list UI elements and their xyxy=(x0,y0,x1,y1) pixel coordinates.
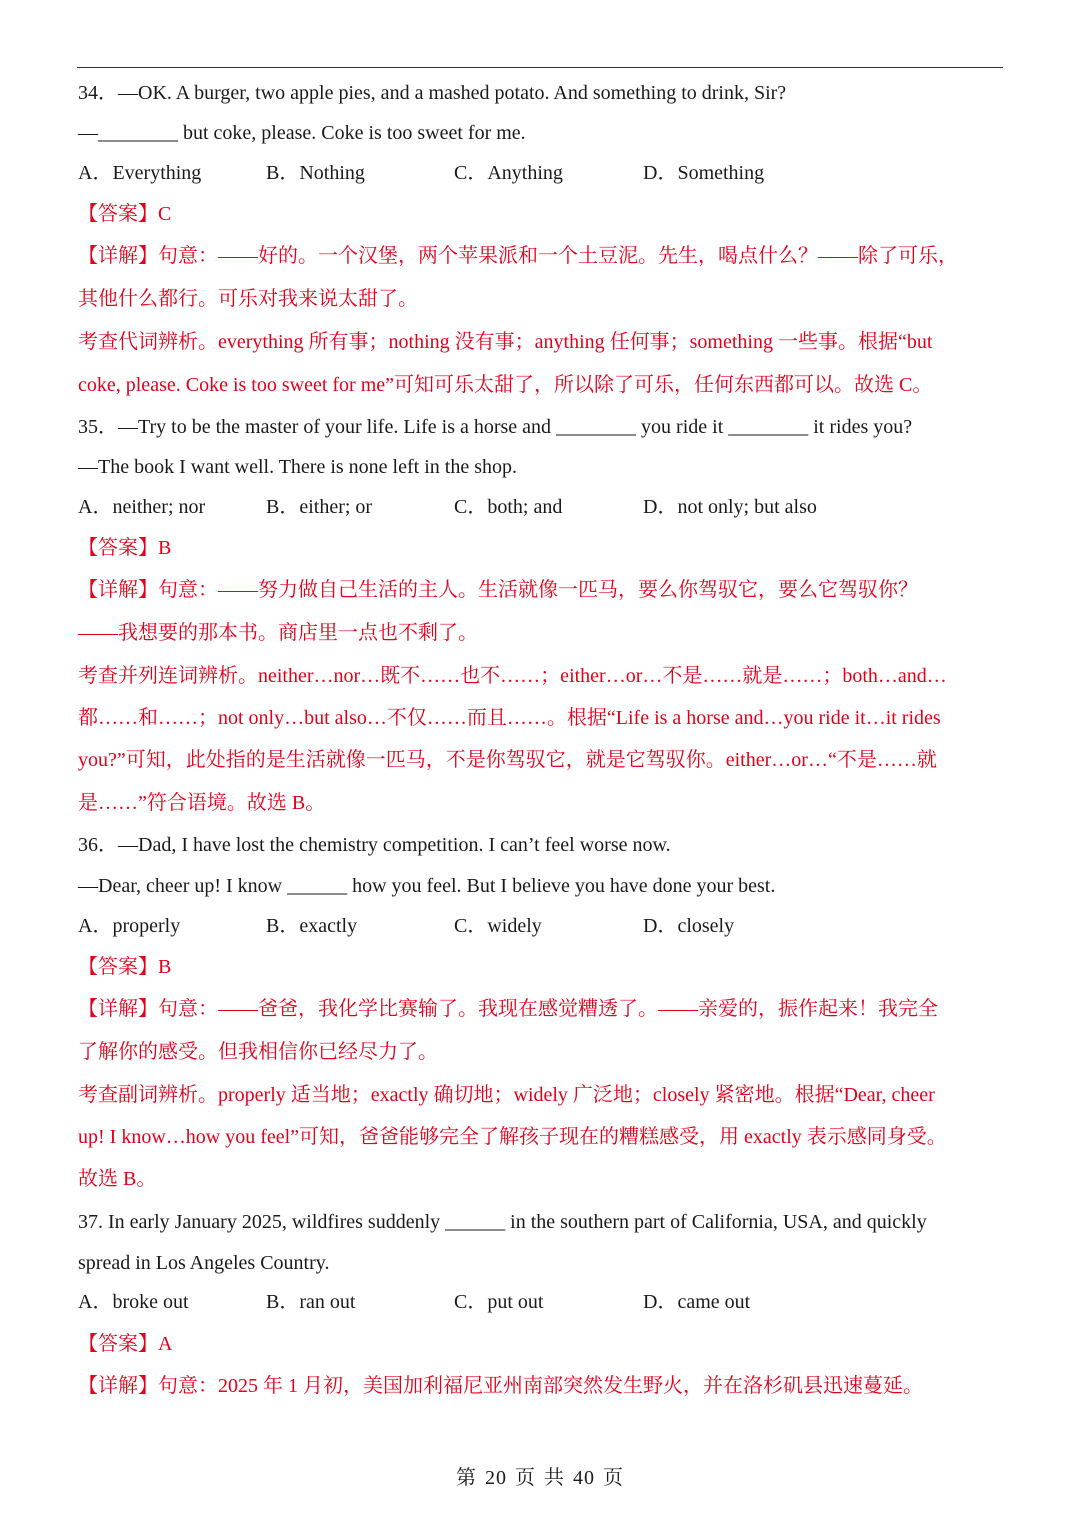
q35-explain-5: you?”可知，此处指的是生活就像一匹马，不是你驾驭它，就是它驾驭你。either…or…“不是……就 xyxy=(78,749,937,771)
q34-explain-3: 考查代词辨析。everything 所有事；nothing 没有事；anything 任何事；something 一些事。根据“but xyxy=(78,331,933,353)
q35-explain-3: 考查并列连词辨析。neither…nor…既不……也不……；either…or…不是……就是……；both…and… xyxy=(78,665,947,687)
q34-stem-line-1: 34．—OK. A burger, two apple pies, and a mashed potato. And something to drink, Sir? xyxy=(78,82,787,104)
q35-option-a: A．neither; nor xyxy=(78,496,206,518)
q35-stem-line-1: 35．—Try to be the master of your life. Life is a horse and ________ you ride it ________ it rides you? xyxy=(78,416,913,438)
q35-explain-6: 是……”符合语境。故选 B。 xyxy=(78,792,326,814)
q35-explain-4: 都……和……；not only…but also…不仅……而且……。根据“Life is a horse and…you ride it…it rides xyxy=(78,707,941,729)
footer-total-unit: 页 xyxy=(603,1467,624,1489)
footer-page-label: 第 xyxy=(456,1467,477,1489)
footer-page-unit: 页 xyxy=(515,1467,536,1489)
q37-option-d: D．came out xyxy=(643,1291,751,1313)
q36-explain-3: 考查副词辨析。properly 适当地；exactly 确切地；widely 广泛地；closely 紧密地。根据“Dear, cheer xyxy=(78,1084,935,1106)
footer-page-number: 20 xyxy=(485,1467,507,1489)
q35-explain-2: ——我想要的那本书。商店里一点也不剩了。 xyxy=(78,622,478,644)
q37-option-a: A．broke out xyxy=(78,1291,189,1313)
q34-explain-4: coke, please. Coke is too sweet for me”可知可乐太甜了，所以除了可乐，任何东西都可以。故选 C。 xyxy=(78,374,933,396)
q35-explain-1: 【详解】句意：——努力做自己生活的主人。生活就像一匹马，要么你驾驭它，要么它驾驭你？ xyxy=(78,579,918,601)
q34-option-a: A．Everything xyxy=(78,162,202,184)
q36-stem-line-1: 36．—Dad, I have lost the chemistry competition. I can’t feel worse now. xyxy=(78,834,671,856)
q34-stem-line-2: —________ but coke, please. Coke is too sweet for me. xyxy=(78,122,526,144)
q37-stem-line-2: spread in Los Angeles Country. xyxy=(78,1252,330,1274)
q36-answer: 【答案】B xyxy=(78,956,172,978)
header-rule xyxy=(77,67,1003,68)
q36-explain-5: 故选 B。 xyxy=(78,1168,157,1190)
q35-answer: 【答案】B xyxy=(78,537,172,559)
q37-explain-1: 【详解】句意：2025 年 1 月初，美国加利福尼亚州南部突然发生野火，并在洛杉矶县迅速蔓延。 xyxy=(78,1375,923,1397)
q36-stem-line-2: —Dear, cheer up! I know ______ how you feel. But I believe you have done your best. xyxy=(78,875,776,897)
q35-option-d: D．not only; but also xyxy=(643,496,817,518)
q35-option-b: B．either; or xyxy=(266,496,373,518)
q36-option-b: B．exactly xyxy=(266,915,358,937)
page-footer xyxy=(0,1461,1080,1490)
q36-option-d: D．closely xyxy=(643,915,735,937)
q36-explain-2: 了解你的感受。但我相信你已经尽力了。 xyxy=(78,1041,438,1063)
q34-answer: 【答案】C xyxy=(78,203,172,225)
q36-option-a: A．properly xyxy=(78,915,181,937)
footer-total-label: 共 xyxy=(544,1467,565,1489)
q34-explain-2: 其他什么都行。可乐对我来说太甜了。 xyxy=(78,288,418,310)
q37-stem-line-1: 37. In early January 2025, wildfires suddenly ______ in the southern part of California, USA, and quickly xyxy=(78,1211,927,1233)
q37-option-c: C．put out xyxy=(454,1291,544,1313)
q36-option-c: C．widely xyxy=(454,915,542,937)
q35-stem-line-2: —The book I want well. There is none left in the shop. xyxy=(78,456,517,478)
q37-answer: 【答案】A xyxy=(78,1333,173,1355)
q37-option-b: B．ran out xyxy=(266,1291,356,1313)
q36-explain-4: up! I know…how you feel”可知，爸爸能够完全了解孩子现在的糟糕感受，用 exactly 表示感同身受。 xyxy=(78,1126,947,1148)
q34-option-d: D．Something xyxy=(643,162,765,184)
q34-option-c: C．Anything xyxy=(454,162,563,184)
q36-explain-1: 【详解】句意：——爸爸，我化学比赛输了。我现在感觉糟透了。——亲爱的，振作起来！我完全 xyxy=(78,998,938,1020)
q35-option-c: C．both; and xyxy=(454,496,563,518)
q34-explain-1: 【详解】句意：——好的。一个汉堡，两个苹果派和一个土豆泥。先生，喝点什么？——除了可乐， xyxy=(78,245,958,267)
footer-total-number: 40 xyxy=(573,1467,595,1489)
q34-option-b: B．Nothing xyxy=(266,162,365,184)
